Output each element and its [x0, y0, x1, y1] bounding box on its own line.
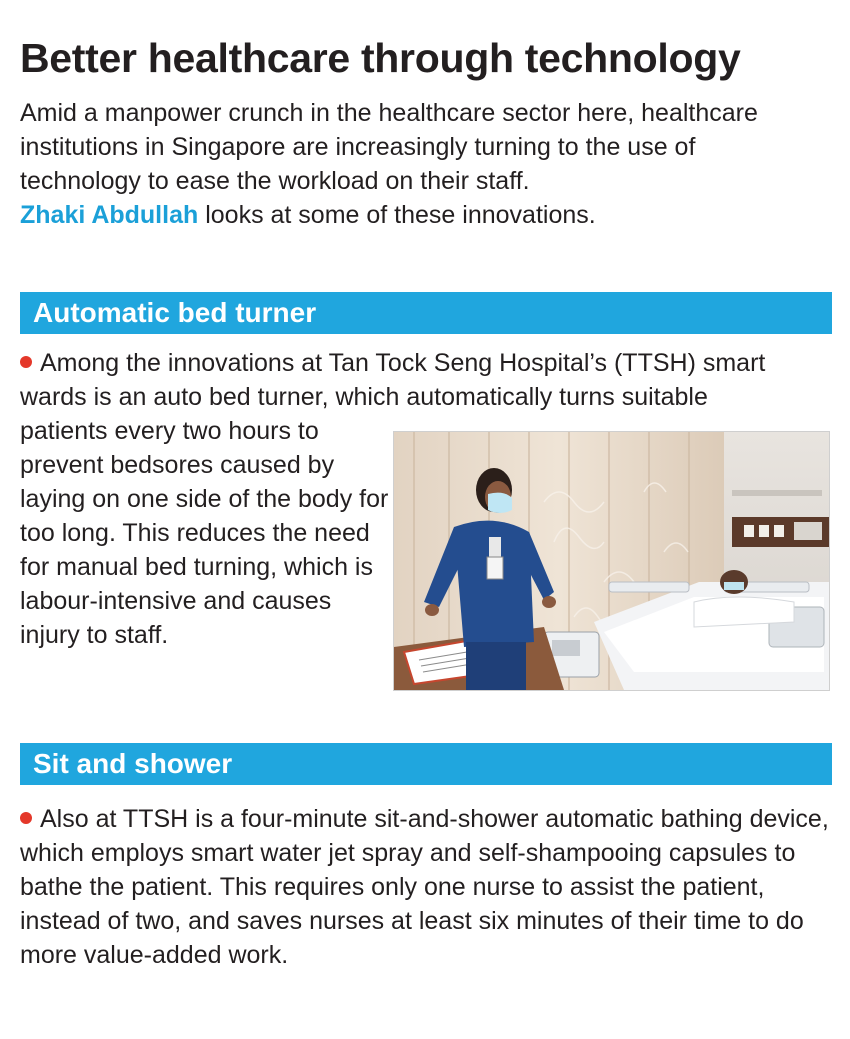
section-header-sit-shower	[20, 743, 832, 785]
byline[interactable]: Zhaki Abdullah	[20, 201, 199, 229]
nurse-bed-photo	[393, 431, 830, 691]
intro-text-after-byline: looks at some of these innovations.	[205, 201, 596, 229]
section-title: Automatic bed turner	[33, 297, 317, 328]
bullet-dot	[20, 812, 32, 824]
section-header-bed-turner	[20, 292, 832, 334]
section-title: Sit and shower	[33, 748, 233, 779]
section-body-part1	[20, 346, 835, 414]
section-body-text: Also at TTSH is a four-minute sit-and-shower automatic bathing device, which employs smart water jet spray and self-shampooing capsules to bathe the patient. This requires only one nurse to assist the patient, instead of two, and saves nurses at least six minutes of their time to do more value-added work.	[20, 805, 829, 969]
headline: Better healthcare through technology	[20, 35, 741, 81]
intro-text: Amid a manpower crunch in the healthcare sector here, healthcare institutions in Singapore are increasingly turning to the use of technology to ease the workload on their staff.	[20, 99, 758, 195]
section-body-text: Among the innovations at Tan Tock Seng Hospital’s (TTSH) smart wards is an auto bed turner, which automatically turns suitable	[20, 349, 766, 411]
photo-illustration	[394, 432, 829, 690]
intro-paragraph	[20, 96, 780, 232]
section-body-part2: patients every two hours to prevent bedsores caused by laying on one side of the body for too long. This reduces the need for manual bed turning, which is labour-intensive and causes injury to staff.	[20, 417, 389, 649]
bullet-dot	[20, 356, 32, 368]
section-body	[20, 802, 835, 972]
